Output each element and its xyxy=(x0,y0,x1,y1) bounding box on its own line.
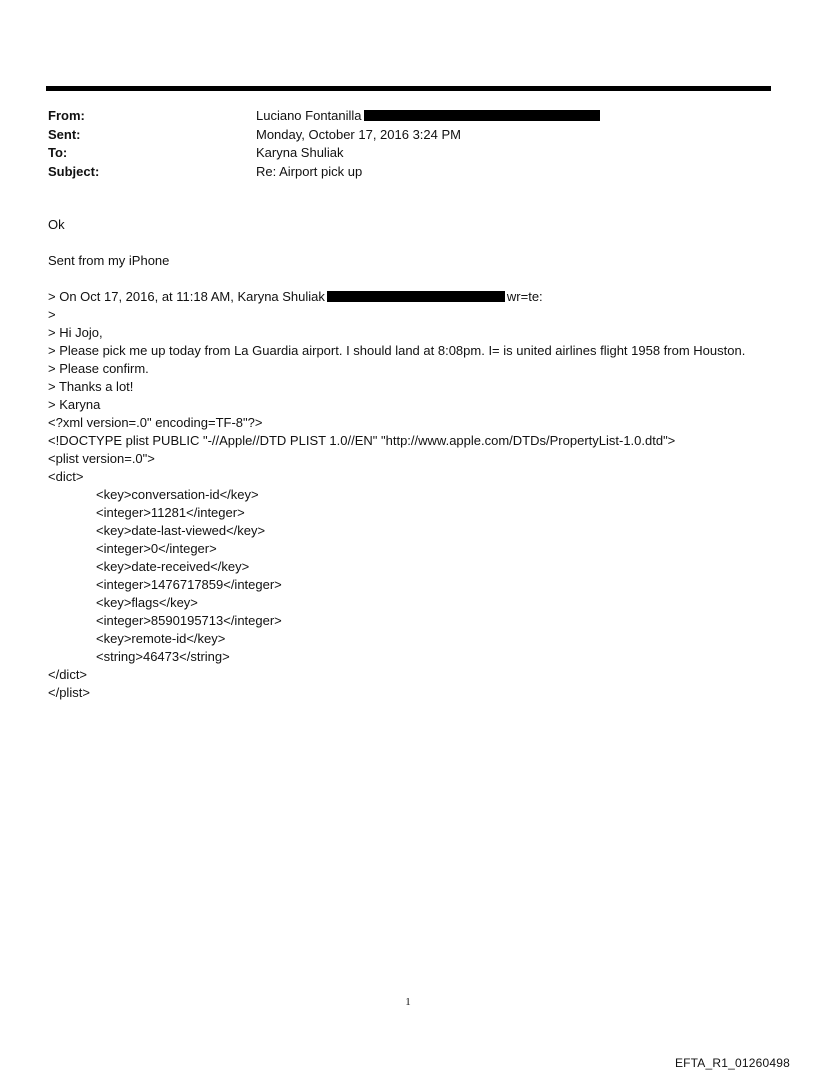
email-body xyxy=(48,216,748,702)
plist-entry: <key>conversation-id</key> xyxy=(96,487,259,502)
sent-value: Monday, October 17, 2016 3:24 PM xyxy=(256,126,461,142)
dict-open-tag: <dict> xyxy=(48,469,84,484)
quote-thanks: > Thanks a lot! xyxy=(48,379,134,394)
quote-greeting: > Hi Jojo, xyxy=(48,325,103,340)
from-value xyxy=(256,108,600,123)
to-label: To: xyxy=(48,145,68,160)
quote-intro-start: > On Oct 17, 2016, at 11:18 AM, Karyna Shuliak xyxy=(48,289,325,304)
plist-entry: <integer>11281</integer> xyxy=(96,505,245,520)
subject-value: Re: Airport pick up xyxy=(256,163,363,179)
spacer xyxy=(48,270,748,288)
plist-entry: <key>remote-id</key> xyxy=(96,631,226,646)
plist-entry: <key>date-last-viewed</key> xyxy=(96,523,266,538)
signature-text: Sent from my iPhone xyxy=(48,253,170,268)
from-name: Luciano Fontanilla xyxy=(256,108,362,123)
plist-open-tag: <plist version=.0"> xyxy=(48,451,155,466)
dict-close-tag: </dict> xyxy=(48,667,88,682)
spacer xyxy=(48,234,748,252)
plist-entry: <string>46473</string> xyxy=(96,649,230,664)
header-rule xyxy=(46,86,771,91)
to-value: Karyna Shuliak xyxy=(256,145,344,160)
plist-entry: <integer>1476717859</integer> xyxy=(96,577,282,592)
reply-text: Ok xyxy=(48,217,65,232)
plist-doctype: <!DOCTYPE plist PUBLIC "-//Apple//DTD PLIST 1.0//EN" "http://www.apple.com/DTDs/PropertyList-1.0.dtd"> xyxy=(48,433,676,448)
plist-entry: <key>date-received</key> xyxy=(96,559,250,574)
redaction-box xyxy=(364,110,600,121)
plist-close-tag: </plist> xyxy=(48,685,90,700)
from-label: From: xyxy=(48,108,85,123)
page-number: 1 xyxy=(405,996,411,1008)
sent-label: Sent: xyxy=(48,126,81,142)
quote-blank: > xyxy=(48,307,56,322)
quote-name: > Karyna xyxy=(48,397,101,412)
quote-request: > Please pick me up today from La Guardia airport. I should land at 8:08pm. I= is united airlines flight 1958 from Houston. xyxy=(48,343,746,358)
quote-intro xyxy=(48,288,748,306)
plist-entry: <key>flags</key> xyxy=(96,595,198,610)
quote-confirm: > Please confirm. xyxy=(48,361,149,376)
bates-number: EFTA_R1_01260498 xyxy=(674,1056,790,1070)
quote-intro-end: wr=te: xyxy=(506,289,543,304)
plist-entry: <integer>0</integer> xyxy=(96,541,217,556)
subject-label: Subject: xyxy=(48,163,100,179)
plist-entry: <integer>8590195713</integer> xyxy=(96,613,282,628)
plist-xml-declaration: <?xml version=.0" encoding=TF-8"?> xyxy=(48,415,263,430)
redaction-box xyxy=(327,291,505,302)
